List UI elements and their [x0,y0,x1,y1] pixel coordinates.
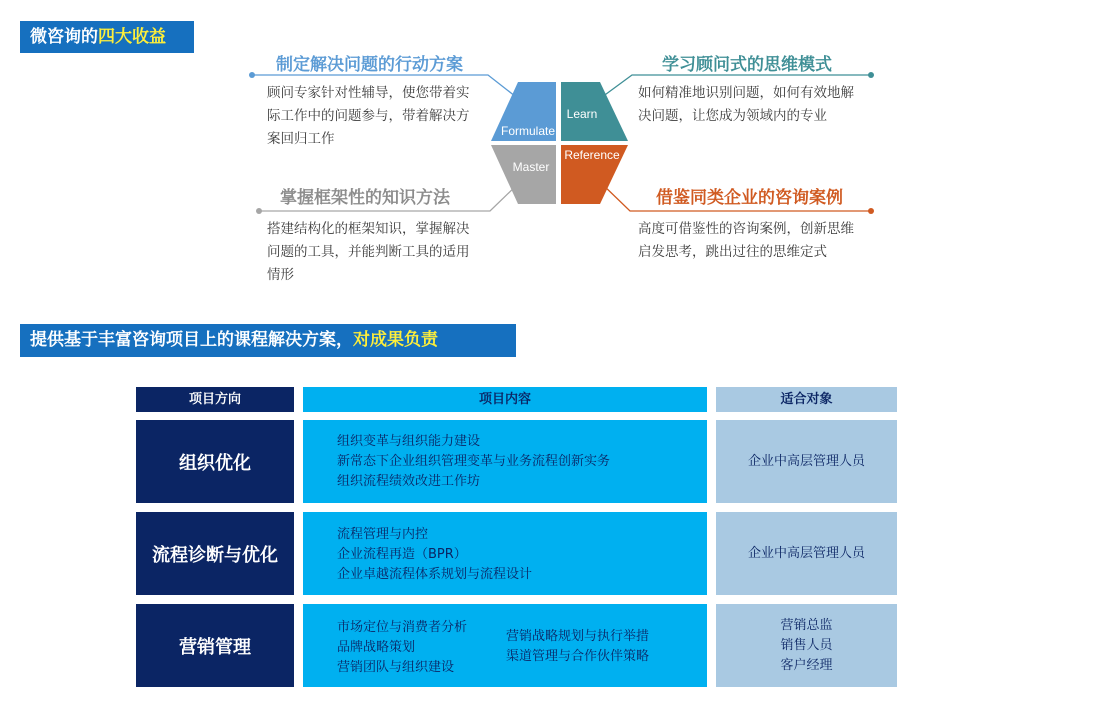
content-item: 企业流程再造（BPR） [337,547,467,562]
audience-item: 销售人员 [780,637,833,653]
row-category: 组织优化 [136,420,294,503]
benefit-title-action-plan: 制定解决问题的行动方案 [276,55,463,75]
benefit-desc-case-studies: 高度可借鉴性的咨询案例，创新思维启发思考，跳出过往的思维定式 [638,221,854,260]
table-header-content: 项目内容 [303,387,707,412]
benefit-title-consultant-thinking: 学习顾问式的思维模式 [662,55,832,75]
content-item: 组织流程绩效改进工作坊 [337,474,481,489]
hex-label-reference: Reference [564,148,620,162]
audience-item: 客户经理 [780,657,833,673]
content-list-secondary [506,627,649,667]
content-item: 市场定位与消费者分析 [337,620,468,635]
row-audience [716,512,897,595]
banner-prefix: 微咨询的 [30,27,98,47]
content-list [337,525,532,585]
row-audience [716,604,897,687]
content-list [337,618,467,678]
benefits-diagram [0,0,1100,320]
row-content [303,604,707,687]
audience-item: 营销总监 [780,617,833,633]
content-item: 品牌战略策划 [337,640,416,655]
banner-highlight: 对成果负责 [353,330,438,350]
benefit-desc-framework-knowledge: 搭建结构化的框架知识，掌握解决问题的工具，并能判断工具的适用情形 [267,221,470,283]
content-item: 企业卓越流程体系规划与流程设计 [337,567,533,582]
row-category: 流程诊断与优化 [136,512,294,595]
row-content [303,420,707,503]
row-audience [716,420,897,503]
content-list [337,432,610,492]
section-banner-solutions [20,324,516,357]
content-item: 渠道管理与合作伙伴策略 [506,649,650,664]
hex-label-formulate: Formulate [500,124,556,138]
content-item: 营销战略规划与执行举措 [506,629,650,644]
benefit-desc-consultant-thinking: 如何精准地识别问题，如何有效地解决问题，让您成为领域内的专业 [638,85,854,124]
row-category: 营销管理 [136,604,294,687]
hex-label-master: Master [512,160,550,174]
benefit-title-case-studies: 借鉴同类企业的咨询案例 [656,188,843,208]
banner-highlight: 四大收益 [98,27,166,47]
row-content [303,512,707,595]
audience-item: 企业中高层管理人员 [747,453,865,469]
benefit-desc-action-plan: 顾问专家针对性辅导，使您带着实际工作中的问题参与，带着解决方案回归工作 [267,85,470,147]
hex-label-learn: Learn [566,107,598,121]
content-item: 新常态下企业组织管理变革与业务流程创新实务 [337,454,611,469]
content-item: 营销团队与组织建设 [337,660,455,675]
banner-prefix: 提供基于丰富咨询项目上的课程解决方案， [30,330,353,350]
content-item: 组织变革与组织能力建设 [337,434,481,449]
content-item: 流程管理与内控 [337,527,429,542]
table-header-audience: 适合对象 [716,387,897,412]
audience-item: 企业中高层管理人员 [747,545,865,561]
benefit-title-framework-knowledge: 掌握框架性的知识方法 [280,188,450,208]
hex-segment-master [491,145,556,204]
table-header-direction: 项目方向 [136,387,294,412]
